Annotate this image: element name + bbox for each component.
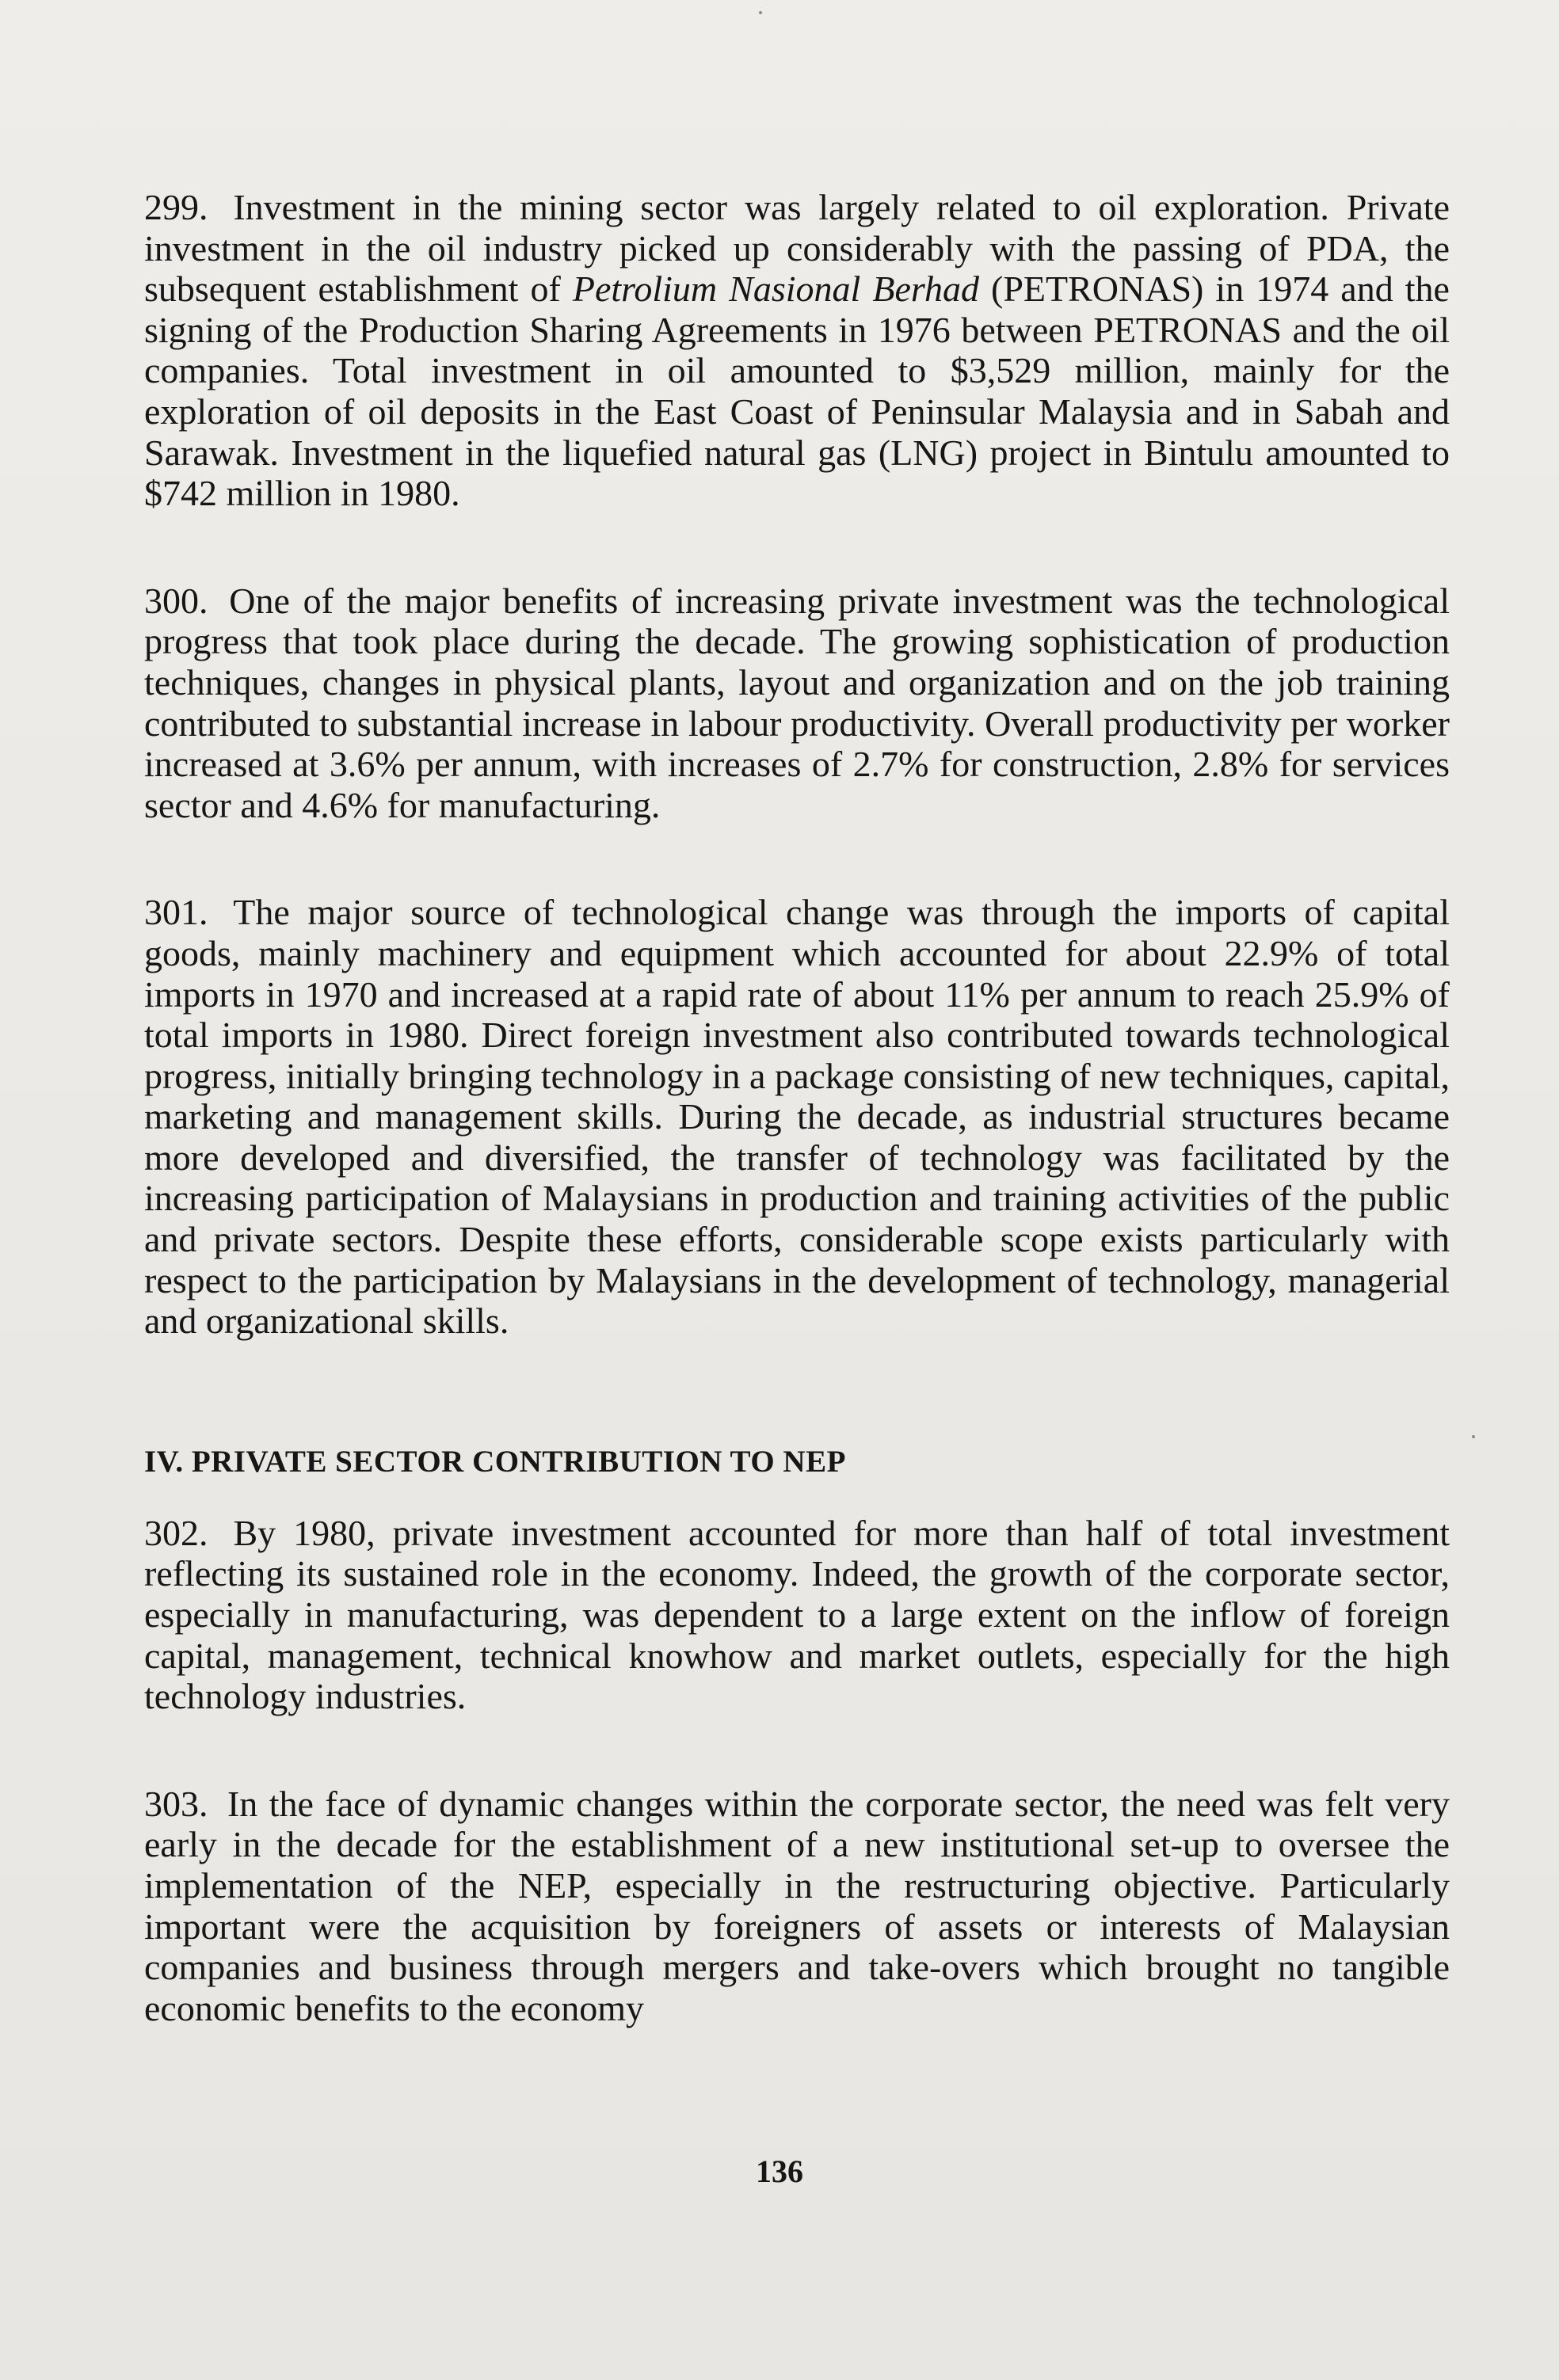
paragraph-303 [144,1784,1450,2029]
paragraph-number: 299. [144,187,208,227]
paragraph-300 [144,581,1450,826]
page-body [144,187,1450,2028]
paragraph-number: 303. [144,1783,208,1824]
paragraph-text-continued: (PETRONAS) in 1974 and the signing of the Production Sharing Agreements in 1976 between PETRONAS and the oil companies. Total investment in oil amounted to $3,529 million, mainly for the exploration of oil deposits in the East Coast of Peninsular Malaysia and in Sabah and Sarawak. Investment in the liquefied natural gas (LNG) project in Bintulu amounted to $742 million in 1980. [144,268,1450,514]
section-heading: IV. PRIVATE SECTOR CONTRIBUTION TO NEP [144,1444,846,1479]
paragraph-number: 302. [144,1512,208,1553]
paragraph-text: In the face of dynamic changes within the corporate sector, the need was felt very early in the decade for the establishment of a new institutional set-up to oversee the implementation of the NEP, especially in the restructuring objective. Particularly important were the acquisition by foreigners of assets or interests of Malaysian companies and business through mergers and take-overs which brought no tangible economic benefits to the economy [144,1783,1450,2028]
paragraph-299 [144,187,1450,514]
paper-speck [759,11,762,14]
paragraph-text: Investment in the mining sector was largely related to oil exploration. Private investment in the oil industry picked up considerably with the passing of PDA, the subsequent establishment of [144,187,1450,310]
paragraph-number: 300. [144,580,208,621]
paragraph-text: The major source of technological change was through the imports of capital goods, mainly machinery and equipment which accounted for about 22.9% of total imports in 1970 and increased at a rapid rate of about 11% per annum to reach 25.9% of total imports in 1980. Direct foreign investment also contributed towards technological progress, initially bringing technology in a package consisting of new techniques, capital, marketing and management skills. During the decade, as industrial structures became more developed and diversified, the transfer of technology was facilitated by the increasing participation of Malaysians in production and training activities of the public and private sectors. Despite these efforts, considerable scope exists particularly with respect to the participation by Malaysians in the development of technology, managerial and organizational skills. [144,892,1450,1342]
paper-speck [1472,1435,1475,1438]
page-number: 136 [756,2153,803,2189]
paragraph-number: 301. [144,892,208,933]
paragraph-301 [144,892,1450,1342]
italic-name: Petrolium Nasional Berhad [572,268,979,310]
paragraph-text: One of the major benefits of increasing private investment was the technological progress that took place during the decade. The growing sophistication of production techniques, changes in physical plants, layout and organization and on the job training contributed to substantial increase in labour productivity. Overall productivity per worker increased at 3.6% per annum, with increases of 2.7% for construction, 2.8% for services sector and 4.6% for manufacturing. [144,580,1450,825]
paragraph-302 [144,1513,1450,1717]
paragraph-text: By 1980, private investment accounted for more than half of total investment reflecting its sustained role in the economy. Indeed, the growth of the corporate sector, especially in manufacturing, was dependent to a large extent on the inflow of foreign capital, management, technical knowhow and market outlets, especially for the high technology industries. [144,1512,1450,1717]
